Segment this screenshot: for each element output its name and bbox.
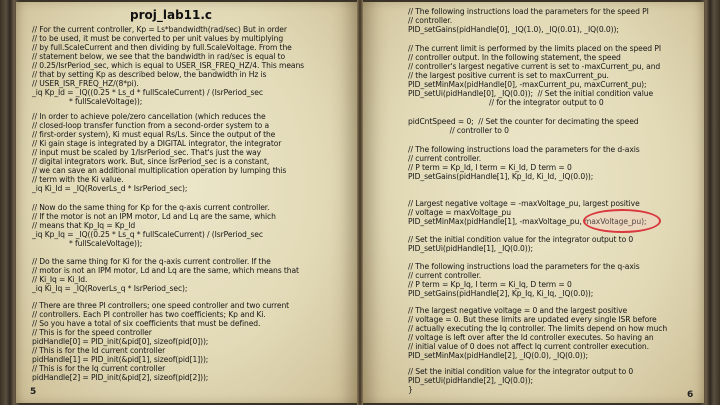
ki-id-comment-block: // In order to achieve pole/zero cancellation (which reduces the // closed-loop transfer function from a second-order system to a // first-order system), Ki must equal Rs/Ls. Since the output of the // Ki gain stage is integrated by a DIGITAL integrator, the integrator // input must be scaled by 1/IsrPeriod_sec. That's just the way // digital integrators work. But, since IsrPeriod_sec is a constant, // we can save an additional multiplication operation by lumping this // term with the Ki value. _iq Ki_Id = _IQ(RoverLs_d * IsrPeriod_sec); [32,112,287,193]
ki-iq-comment-block: // Do the same thing for Ki for the q-axis current controller. If the // motor is not an IPM motor, Ld and Lq are the same, which means that // Ki_Iq = Ki_Id. _iq Ki_Iq = _IQ(RoverLs_q * IsrPeriod_sec); [32,257,299,293]
q-axis-ui-block: // Set the initial condition value for the integrator output to 0 PID_setUi(pidHandle[2], _IQ(0.0)); } [408,367,634,394]
speed-counter-block: pidCntSpeed = 0; // Set the counter for decimating the speed // controller to 0 [408,117,639,135]
d-axis-limits-block: // Largest negative voltage = -maxVoltage_pu, largest positive // voltage = maxVoltage_pu PID_setMinMax(pidHandle[1], -maxVoltage_pu, maxVoltage_pu); [408,199,647,226]
speed-gains-block: // The following instructions load the parameters for the speed PI // controller. PID_setGains(pidHandle[0], _IQ(1.0), _IQ(0.01), _IQ(0.0)); [408,7,649,34]
file-title: proj_lab11.c [130,8,213,22]
page-number-left: 5 [30,387,37,397]
page-number-right: 6 [687,390,694,400]
d-axis-ui-block: // Set the initial condition value for the integrator output to 0 PID_setUi(pidHandle[1], _IQ(0.0)); [408,235,634,253]
book-spine [357,0,363,405]
pid-init-block: // There are three PI controllers; one speed controller and two current // controllers. Each PI controller has two coefficients; Kp and Ki. // So you have a total of six coefficients that must be defined. // This is for the speed controller pidHandle[0] = PID_init(&pid[0], sizeof(pid[0])); // This is for the Id current controller pidHandle[1] = PID_init(&pid[1], sizeof(pid[1])); // This is for the Iq current controller pidHandle[2] = PID_init(&pid[2], sizeof(pid[2])); [32,301,290,382]
d-axis-gains-block: // The following instructions load the parameters for the d-axis // current controller. // P term = Kp_Id, I term = Ki_Id, D term = 0 PID_setGains(pidHandle[1], Kp_Id, Ki_Id, _IQ(0.0)); [408,145,640,181]
max-voltage-highlight-circle [583,209,661,233]
kp-iq-comment-block: // Now do the same thing for Kp for the q-axis current controller. // If the motor is not an IPM motor, Ld and Lq are the same, which // means that Kp_Iq = Kp_Id _iq Kp_Iq = _IQ((0.25 * Ls_q * fullScaleCurrent) / (IsrPeriod_sec * fullScaleVoltage)); [32,203,276,248]
current-limit-block: // The current limit is performed by the limits placed on the speed PI // controller output. In the following statement, the speed // controller's largest negative current is set to -maxCurrent_pu, and // the largest positive current is set to maxCurrent_pu. PID_setMinMax(pidHandle[0], -maxCurrent_pu, maxCurrent_pu); PID_setUi(pidHandle[0], _IQ(0.0)); // Set the initial condition value // for the integrator output to 0 [408,44,661,107]
kp-id-comment-block: // For the current controller, Kp = Ls*bandwidth(rad/sec) But in order // to be used, it must be converted to per unit values by multiplying // by full.ScaleCurrent and then dividing by full.ScaleVoltage. From the // statement below, we see that the bandwidth in rad/sec is equal to // 0.25/IsrPeriod_sec, which is equal to USER_ISR_FREQ_HZ/4. This means // that by setting Kp as described below, the bandwidth in Hz is // USER_ISR_FREQ_HZ/(8*pi). _iq Kp_Id = _IQ((0.25 * Ls_d * fullScaleCurrent) / (IsrPeriod_sec * fullScaleVoltage)); [32,25,305,106]
q-axis-limits-block: // The largest negative voltage = 0 and the largest positive // voltage = 0. But these limits are updated every single ISR before // actually executing the Iq controller. The limits depend on how much // voltage is left over after the Id controller executes. So having an // initial value of 0 does not affect Iq current controller execution. PID_setMinMax(pidHandle[2], _IQ(0.0), _IQ(0.0)); [408,306,668,360]
q-axis-gains-block: // The following instructions load the parameters for the q-axis // current controller. // P term = Kp_Iq, I term = Ki_Iq, D term = 0 PID_setGains(pidHandle[2], Kp_Iq, Ki_Iq, _IQ(0.0)); [408,262,640,298]
